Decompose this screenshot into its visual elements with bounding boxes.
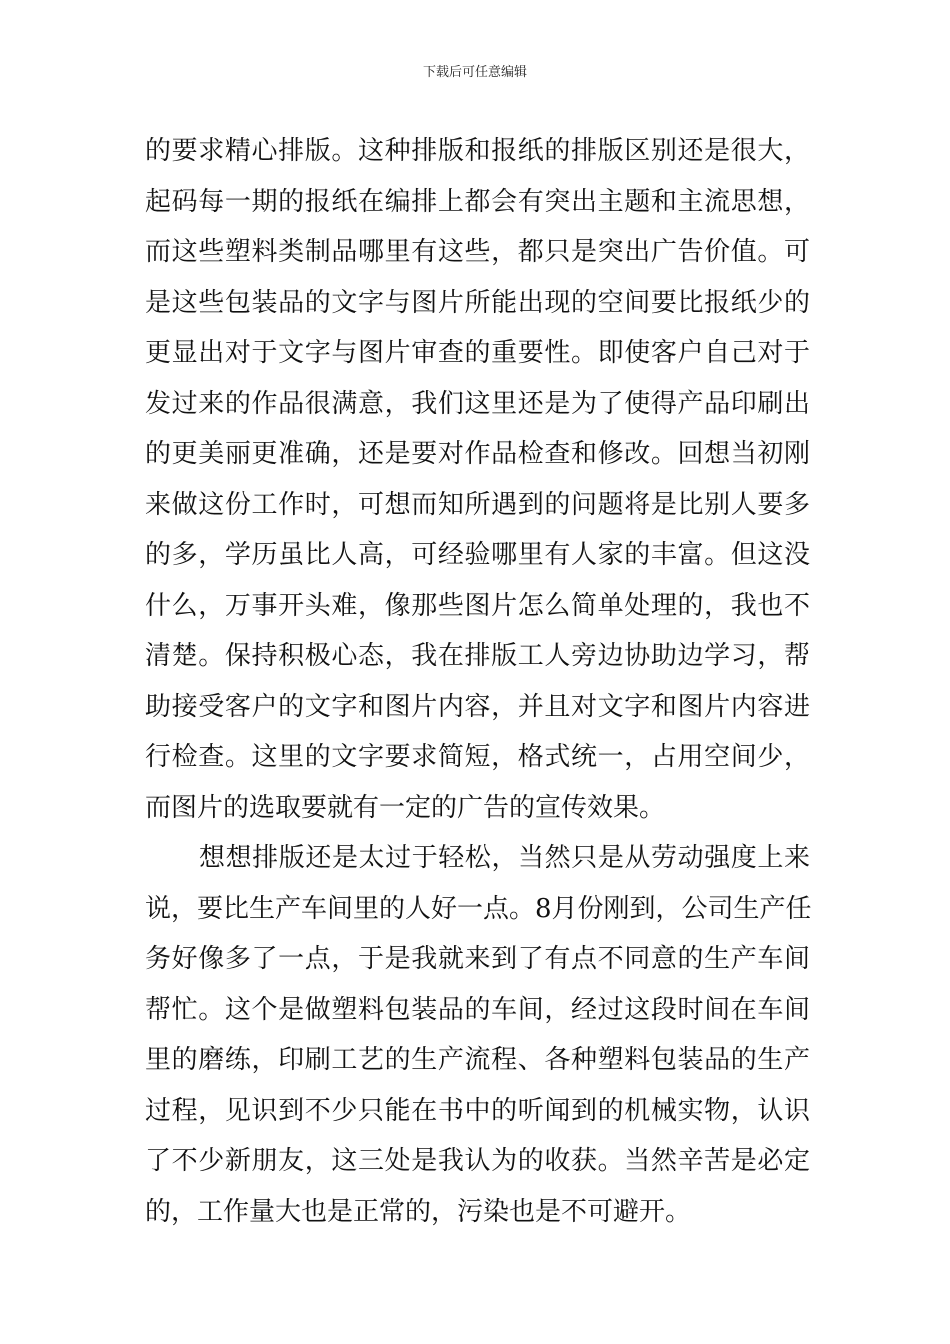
text-line: 什么，万事开头难，像那些图片怎么简单处理的，我也不 <box>145 590 810 621</box>
page-header: 下载后可任意编辑 <box>422 65 527 80</box>
text-line: 助接受客户的文字和图片内容，并且对文字和图片内容进 <box>145 691 810 722</box>
paragraph-2 <box>145 833 810 1237</box>
text-line: 发过来的作品很满意，我们这里还是为了使得产品印刷出 <box>145 388 810 419</box>
text-line: 起码每一期的报纸在编排上都会有突出主题和主流思想， <box>145 186 810 217</box>
text-line: 的要求精心排版。这种排版和报纸的排版区别还是很大， <box>145 136 810 166</box>
text-line: 而这些塑料类制品哪里有这些，都只是突出广告价值。可 <box>145 237 810 267</box>
text-line: 更显出对于文字与图片审查的重要性。即使客户自己对于 <box>145 338 810 368</box>
text-line: 帮忙。这个是做塑料包装品的车间，经过这段时间在车间 <box>145 994 810 1025</box>
paragraph-1 <box>145 126 810 833</box>
text-line: 清楚。保持积极心态，我在排版工人旁边协助边学习，帮 <box>145 641 810 671</box>
text-line: 而图片的选取要就有一定的广告的宣传效果。 <box>145 792 666 823</box>
text-line: 来做这份工作时，可想而知所遇到的问题将是比别人要多 <box>145 489 810 520</box>
text-line: 想想排版还是太过于轻松，当然只是从劳动强度上来 <box>199 843 810 873</box>
text-line: 务好像多了一点，于是我就来到了有点不同意的生产车间 <box>145 944 810 974</box>
text-line: 里的磨练，印刷工艺的生产流程、各种塑料包装品的生产 <box>145 1045 810 1075</box>
text-line: 了不少新朋友，这三处是我认为的收获。当然辛苦是必定 <box>145 1146 810 1176</box>
text-line: 过程，见识到不少只能在书中的听闻到的机械实物，认识 <box>145 1095 810 1126</box>
text-line: 说，要比生产车间里的人好一点。8月份刚到，公司生产任 <box>145 893 812 924</box>
text-line: 的，工作量大也是正常的，污染也是不可避开。 <box>145 1196 692 1227</box>
text-line: 的更美丽更准确，还是要对作品检查和修改。回想当初刚 <box>145 439 810 469</box>
document-body <box>145 126 810 1237</box>
text-line: 行检查。这里的文字要求简短，格式统一，占用空间少， <box>145 742 810 772</box>
text-line: 是这些包装品的文字与图片所能出现的空间要比报纸少的 <box>145 287 810 318</box>
text-line: 的多，学历虽比人高，可经验哪里有人家的丰富。但这没 <box>145 540 810 570</box>
